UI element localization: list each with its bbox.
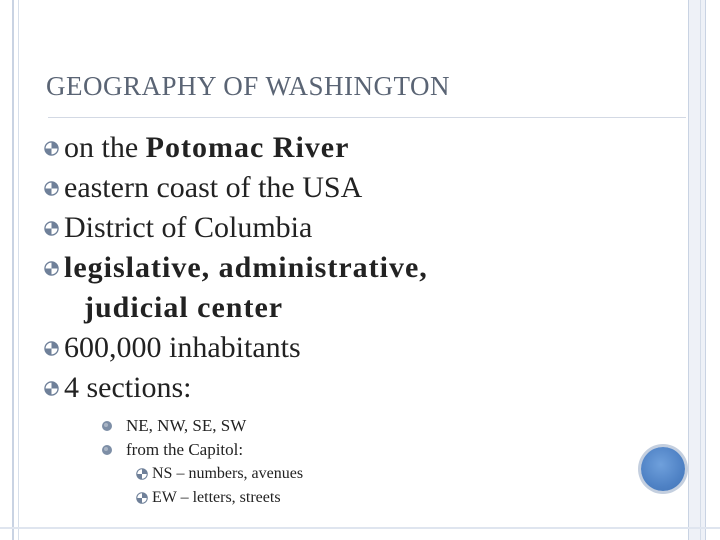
circle-quadrant-bullet-icon bbox=[136, 492, 148, 504]
sub-bullet-text: NE, NW, SE, SW bbox=[126, 416, 247, 435]
sub-sub-bullet-ns bbox=[44, 462, 664, 486]
sub-sub-bullet-ew bbox=[44, 486, 664, 510]
sub-bullet-capitol bbox=[44, 438, 664, 462]
bullet-center bbox=[44, 248, 664, 328]
circle-quadrant-bullet-icon bbox=[44, 381, 59, 396]
filled-circle-bullet-icon bbox=[102, 445, 112, 455]
sub-sub-bullet-text: NS – numbers, avenues bbox=[152, 465, 304, 482]
bullet-potomac bbox=[44, 128, 664, 168]
bullet-coast bbox=[44, 168, 664, 208]
right-frame-line bbox=[700, 0, 701, 540]
bullet-text: District of Columbia bbox=[64, 211, 313, 244]
bullet-text-line2: judicial center bbox=[84, 291, 284, 324]
title-divider bbox=[48, 117, 686, 118]
bullet-emphasis: Potomac River bbox=[145, 131, 350, 164]
circle-quadrant-bullet-icon bbox=[44, 261, 59, 276]
bullet-sections bbox=[44, 368, 664, 408]
bullet-text: eastern coast of the USA bbox=[64, 171, 363, 204]
right-frame-band bbox=[688, 0, 706, 540]
circle-quadrant-bullet-icon bbox=[44, 181, 59, 196]
left-frame-line bbox=[12, 0, 14, 540]
slide-title: GEOGRAPHY OF WASHINGTON bbox=[46, 71, 451, 101]
bullet-inhabitants bbox=[44, 328, 664, 368]
filled-circle-bullet-icon bbox=[102, 421, 112, 431]
blue-circle-decoration bbox=[641, 447, 685, 491]
bullet-text: 600,000 inhabitants bbox=[64, 331, 301, 364]
sub-bullet-text: from the Capitol: bbox=[126, 440, 244, 459]
bottom-frame-line bbox=[0, 527, 720, 529]
circle-quadrant-bullet-icon bbox=[44, 141, 59, 156]
sub-sub-bullet-text: EW – letters, streets bbox=[152, 489, 281, 506]
bullet-text-line1: legislative, administrative, bbox=[64, 251, 428, 284]
bullet-text: on the bbox=[64, 131, 146, 164]
circle-quadrant-bullet-icon bbox=[44, 341, 59, 356]
left-frame-line-inner bbox=[18, 0, 19, 540]
sub-bullet-directions bbox=[44, 414, 664, 438]
bullet-district bbox=[44, 208, 664, 248]
circle-quadrant-bullet-icon bbox=[136, 468, 148, 480]
bullet-list bbox=[44, 128, 664, 510]
circle-quadrant-bullet-icon bbox=[44, 221, 59, 236]
bullet-text: 4 sections: bbox=[64, 371, 192, 404]
